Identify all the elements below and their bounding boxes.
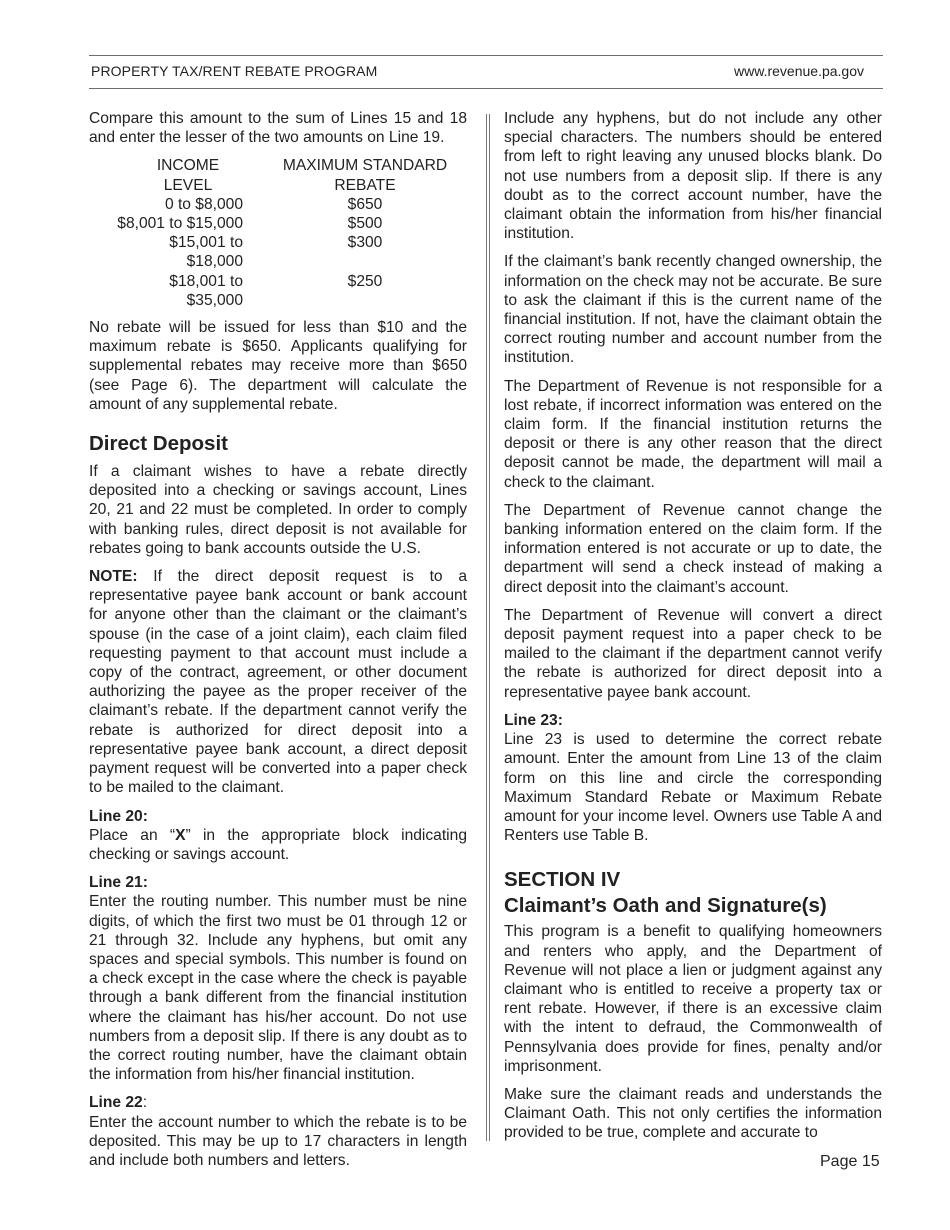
income-header: INCOME LEVEL	[156, 157, 220, 194]
line21-section: Line 21: Enter the routing number. This number must be nine digits, of which the first two must be 01 through 12 or 21 through 32. Include any hyphens, but omit any spaces and special symbols. This number is found on a check except in the case where the check is payable through a bank different from the financial institution where the claimant has his/her account. Do not use numbers from a deposit slip. If there is any doubt as to the correct routing number, have the claimant obtain the information from his/her financial institution.	[89, 874, 467, 1084]
line22-heading: Line 22:	[89, 1094, 148, 1112]
bank-ownership-paragraph: If the claimant’s bank recently changed ownership, the information on the check may not be accurate. Be sure to ask the claimant if this is the current name of the financial institution. If not, have the claimant obtain the correct routing number and account number from the institution.	[504, 253, 882, 367]
note-label: NOTE:	[89, 568, 138, 586]
table-row: $8,001 to $15,000 $500	[117, 215, 383, 233]
column-divider	[486, 114, 490, 1141]
direct-deposit-paragraph: If a claimant wishes to have a rebate directly deposited into a checking or savings account, Lines 20, 21 and 22 must be completed. In order to comply with banking rules, direct deposit is not available for rebates going to bank accounts outside the U.S.	[89, 463, 467, 557]
line20-heading: Line 20:	[89, 807, 148, 825]
right-column	[504, 109, 882, 1152]
website-link[interactable]: www.revenue.pa.gov	[734, 63, 864, 79]
left-column	[89, 109, 467, 1179]
line22-section: Line 22: Enter the account number to which the rebate is to be deposited. This may be up to 17 characters in length and include both numbers and letters.	[89, 1094, 467, 1169]
section-iv-heading: SECTION IV Claimant’s Oath and Signature(s)	[504, 868, 827, 918]
note-paragraph: NOTE: If the direct deposit request is to a representative payee bank account or bank account for anyone other than the claimant or the claimant’s spouse (in the case of a joint claim), each claim filed requesting payment to that account must include a copy of the contract, agreement, or other document authorizing the payee as the proper receiver of the claimant’s rebate. If the department cannot verify the rebate is authorized for direct deposit into a representative payee bank account, a direct deposit payment request will be converted into a paper check to be mailed to the claimant.	[89, 568, 467, 797]
max-rebate-header: MAXIMUM STANDARD REBATE	[282, 157, 448, 194]
section-iv-paragraph-1: This program is a benefit to qualifying homeowners and renters who apply, and the Department of Revenue will not place a lien or judgment against any claimant who is entitled to receive a property tax or rent rebate. However, if there is an excessive claim with the intent to defraud, the Commonwealth of Pennsylvania does provide for fines, penalty and/or imprisonment.	[504, 923, 882, 1075]
page-header	[89, 55, 883, 89]
direct-deposit-heading: Direct Deposit	[89, 432, 228, 456]
table-row: $18,001 to $35,000 $250	[169, 272, 383, 309]
rebate-limits-paragraph: No rebate will be issued for less than $10 and the maximum rebate is $650. Applicants qualifying for supplemental rebates may receive more than $650 (see Page 6). The department will calculate the amount of any supplemental rebate.	[89, 319, 467, 413]
responsibility-paragraph: The Department of Revenue is not responsible for a lost rebate, if incorrect information was entered on the claim form. If the financial institution returns the deposit or there is any other reason that the direct deposit cannot be made, the department will mail a check to the claimant.	[504, 377, 882, 491]
line23-heading: Line 23:	[504, 711, 563, 729]
table-row: 0 to $8,000 $650	[164, 195, 383, 213]
line20-section: Line 20: Place an “X” in the appropriate block indicating checking or savings account.	[89, 807, 467, 863]
program-title: PROPERTY TAX/RENT REBATE PROGRAM	[91, 63, 378, 79]
page-number: Page 15	[820, 1153, 880, 1170]
line23-section: Line 23: Line 23 is used to determine the correct rebate amount. Enter the amount from Line 13 of the claim form on this line and circle the corresponding Maximum Standard Rebate or Maximum Rebate amount for your income level. Owners use Table A and Renters use Table B.	[504, 711, 882, 845]
intro-paragraph: Compare this amount to the sum of Lines 15 and 18 and enter the lesser of the two amounts on Line 19.	[89, 110, 467, 147]
banking-info-paragraph: The Department of Revenue cannot change the banking information entered on the claim form. If the information entered is not accurate or up to date, the department will send a check instead of making a direct deposit into the claimant’s account.	[504, 501, 882, 596]
table-header-row	[111, 156, 465, 194]
line21-heading: Line 21:	[89, 874, 148, 892]
table-row: $15,001 to $18,000 $300	[169, 234, 383, 271]
conversion-paragraph: The Department of Revenue will convert a direct deposit payment request into a paper check to be mailed to the claimant if the department cannot verify the rebate is authorized for direct deposit into a representative payee bank account.	[504, 606, 882, 701]
section-iv-paragraph-2: Make sure the claimant reads and understands the Claimant Oath. This not only certifies the information provided to be true, complete and accurate to	[504, 1085, 882, 1142]
rebate-table	[111, 156, 465, 310]
account-number-paragraph: Include any hyphens, but do not include any other special characters. The numbers should be entered from left to right leaving any unused blocks blank. Do not use numbers from a deposit slip. If there is any doubt as to the correct account number, have the claimant obtain the information from his/her financial institution.	[504, 110, 882, 243]
